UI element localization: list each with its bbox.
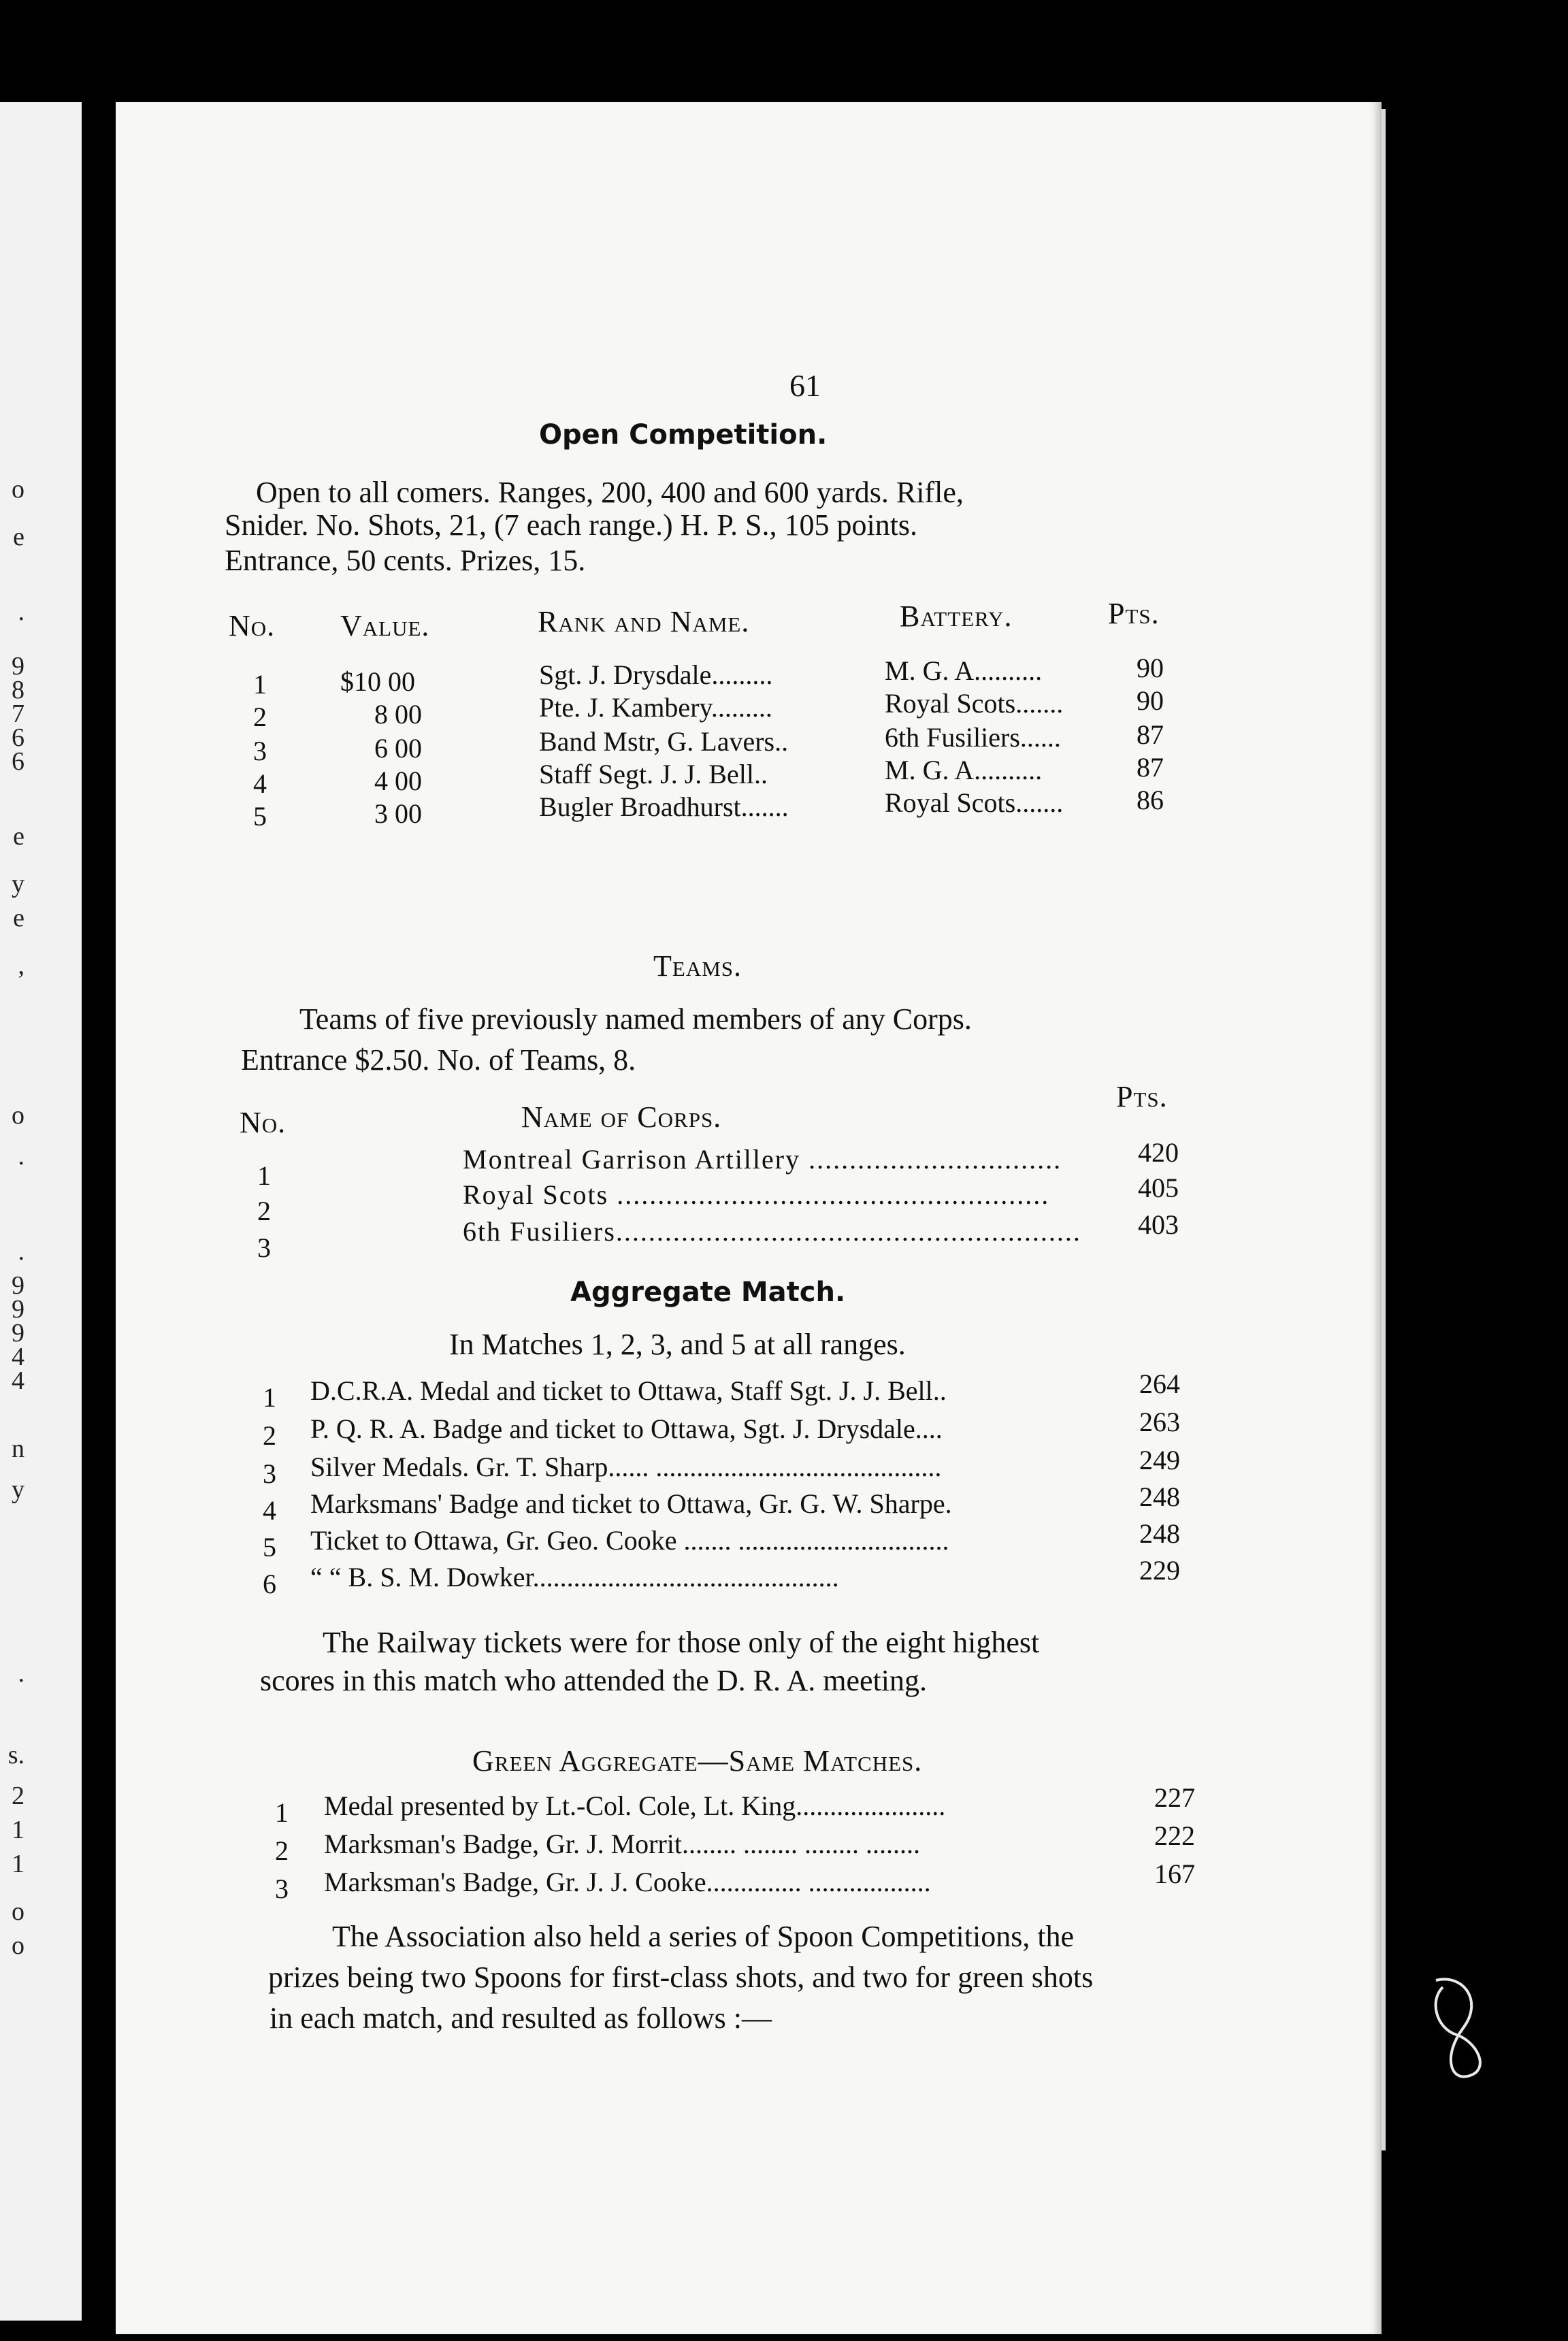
adjacent-page-glyph: s. <box>7 1741 24 1769</box>
col-pts: Pts. <box>1116 1080 1168 1113</box>
row-battery: 6th Fusiliers...... <box>885 722 1061 753</box>
row-pts: 87 <box>1137 719 1164 750</box>
adjacent-page-glyph: 7 <box>12 700 24 728</box>
adjacent-page-glyph: 6 <box>12 747 24 776</box>
col-no: No. <box>229 609 276 642</box>
green-row-text: Marksman's Badge, Gr. J. Morrit........ ........ ........ ........ <box>324 1829 921 1859</box>
agg-row-pts: 248 <box>1139 1481 1180 1512</box>
document-page <box>116 102 1382 2334</box>
col-battery: Battery. <box>900 600 1013 633</box>
green-row-no: 3 <box>275 1873 289 1904</box>
agg-row-pts: 229 <box>1139 1555 1180 1586</box>
adjacent-page-glyph: o <box>12 1897 24 1926</box>
row-battery: Royal Scots....... <box>885 787 1064 818</box>
agg-row-no: 5 <box>263 1532 276 1562</box>
open-paragraph-line: Open to all comers. Ranges, 200, 400 and 600 yards. Rifle, <box>256 476 964 509</box>
agg-row-no: 6 <box>263 1569 276 1599</box>
adjacent-page-glyph: 9 <box>12 1295 24 1324</box>
adjacent-page-glyph: o <box>12 475 24 504</box>
teams-paragraph-line: Entrance $2.50. No. of Teams, 8. <box>241 1043 636 1077</box>
team-row-no: 2 <box>257 1196 271 1226</box>
teams-heading: Teams. <box>653 949 742 983</box>
agg-row-pts: 249 <box>1139 1445 1180 1475</box>
adjacent-page-glyph: 8 <box>12 676 24 704</box>
team-row-pts: 403 <box>1138 1209 1179 1240</box>
closing-paragraph-line: prizes being two Spoons for first-class shots, and two for green shots <box>268 1961 1094 1994</box>
agg-row-pts: 248 <box>1139 1518 1180 1549</box>
agg-row-text: Silver Medals. Gr. T. Sharp...... .......................................... <box>310 1452 942 1482</box>
row-name: Pte. J. Kambery......... <box>539 692 772 723</box>
adjacent-page-glyph: e <box>13 822 24 851</box>
adjacent-page-glyph: . <box>18 1659 24 1688</box>
adjacent-page-glyph: 1 <box>12 1850 24 1878</box>
adjacent-page-glyph: 6 <box>12 723 24 752</box>
row-value: 8 00 <box>374 699 422 730</box>
team-row-no: 3 <box>257 1232 271 1263</box>
adjacent-page-glyph: e <box>13 523 24 551</box>
agg-row-no: 3 <box>263 1458 276 1489</box>
agg-row-text: D.C.R.A. Medal and ticket to Ottawa, Staff Sgt. J. J. Bell.. <box>310 1375 947 1406</box>
row-pts: 90 <box>1137 653 1164 683</box>
adjacent-page-glyph: o <box>12 1931 24 1960</box>
row-pts: 87 <box>1137 752 1164 783</box>
agg-row-no: 2 <box>263 1420 276 1451</box>
row-no: 3 <box>253 736 267 766</box>
open-paragraph-line: Snider. No. Shots, 21, (7 each range.) H. P. S., 105 points. <box>225 508 918 542</box>
adjacent-page-glyph: . <box>18 597 24 626</box>
adjacent-page-glyph: n <box>12 1435 24 1463</box>
col-no: No. <box>240 1106 287 1139</box>
col-name-of-corps: Name of Corps. <box>521 1100 722 1134</box>
row-value: $10 00 <box>340 666 415 697</box>
agg-row-text: Marksmans' Badge and ticket to Ottawa, Gr. G. W. Sharpe. <box>310 1488 952 1519</box>
adjacent-page-glyph: e <box>13 904 24 932</box>
team-row-pts: 405 <box>1138 1173 1179 1203</box>
handwritten-mark <box>1422 1974 1497 2089</box>
row-value: 4 00 <box>374 766 422 796</box>
row-pts: 90 <box>1137 685 1164 716</box>
row-name: Bugler Broadhurst....... <box>539 791 789 822</box>
agg-row-no: 4 <box>263 1495 276 1526</box>
adjacent-page-glyph: 4 <box>12 1343 24 1371</box>
adjacent-page-glyph: 9 <box>12 652 24 681</box>
team-row-name: Montreal Garrison Artillery ............................... <box>463 1144 1062 1175</box>
green-row-no: 1 <box>275 1797 289 1828</box>
aggregate-note-line: scores in this match who attended the D. R. A. meeting. <box>260 1664 928 1697</box>
page-number: 61 <box>789 368 821 403</box>
row-name: Band Mstr, G. Lavers.. <box>539 726 789 757</box>
adjacent-page-glyph: 9 <box>12 1271 24 1300</box>
row-battery: M. G. A.......... <box>885 755 1043 785</box>
agg-row-text: P. Q. R. A. Badge and ticket to Ottawa, Sgt. J. Drysdale.... <box>310 1413 943 1444</box>
team-row-no: 1 <box>257 1160 271 1191</box>
green-row-text: Marksman's Badge, Gr. J. J. Cooke.............. .................. <box>324 1867 931 1897</box>
adjacent-page-glyph: y <box>12 1475 24 1504</box>
adjacent-page-glyph: y <box>12 870 24 898</box>
green-row-pts: 167 <box>1154 1859 1195 1889</box>
closing-paragraph-line: The Association also held a series of Spoon Competitions, the <box>332 1920 1075 1953</box>
row-value: 3 00 <box>374 798 422 829</box>
row-value: 6 00 <box>374 733 422 764</box>
adjacent-page-edge <box>0 102 82 2321</box>
adjacent-page-glyph: . <box>18 1142 24 1170</box>
aggregate-subheading: In Matches 1, 2, 3, and 5 at all ranges. <box>449 1328 906 1361</box>
aggregate-heading: Aggregate Match. <box>570 1277 846 1308</box>
adjacent-page-glyph: , <box>18 951 24 980</box>
open-competition-heading: Open Competition. <box>539 419 828 451</box>
green-aggregate-heading: Green Aggregate—Same Matches. <box>472 1744 923 1778</box>
closing-paragraph-line: in each match, and resulted as follows :— <box>270 2001 772 2035</box>
team-row-name: Royal Scots ..................................................... <box>463 1179 1050 1210</box>
adjacent-page-glyph: 1 <box>12 1816 24 1844</box>
row-no: 4 <box>253 768 267 799</box>
adjacent-page-glyph: o <box>12 1101 24 1130</box>
agg-row-pts: 264 <box>1139 1369 1180 1399</box>
green-row-text: Medal presented by Lt.-Col. Cole, Lt. King...................... <box>324 1790 946 1821</box>
green-row-pts: 222 <box>1154 1820 1195 1851</box>
col-rank-name: Rank and Name. <box>538 605 750 638</box>
adjacent-page-glyph: 4 <box>12 1366 24 1395</box>
agg-row-pts: 263 <box>1139 1407 1180 1437</box>
team-row-name: 6th Fusiliers......................................................... <box>463 1216 1081 1247</box>
row-no: 2 <box>253 702 267 732</box>
row-battery: Royal Scots....... <box>885 688 1064 719</box>
agg-row-no: 1 <box>263 1382 276 1413</box>
adjacent-page-glyph: . <box>18 1237 24 1266</box>
teams-paragraph-line: Teams of five previously named members of any Corps. <box>299 1002 972 1036</box>
row-name: Staff Segt. J. J. Bell.. <box>539 759 768 789</box>
aggregate-note-line: The Railway tickets were for those only of the eight highest <box>323 1626 1040 1659</box>
open-paragraph-line: Entrance, 50 cents. Prizes, 15. <box>225 544 586 577</box>
row-pts: 86 <box>1137 785 1164 815</box>
row-name: Sgt. J. Drysdale......... <box>539 659 773 690</box>
green-row-pts: 227 <box>1154 1782 1195 1813</box>
row-no: 5 <box>253 801 267 832</box>
row-no: 1 <box>253 669 267 700</box>
col-pts: Pts. <box>1108 597 1160 630</box>
agg-row-text: Ticket to Ottawa, Gr. Geo. Cooke ....... ............................... <box>310 1525 949 1556</box>
agg-row-text: “ “ B. S. M. Dowker............................................. <box>310 1562 839 1592</box>
col-value: Value. <box>340 609 430 642</box>
adjacent-page-glyph: 2 <box>12 1782 24 1810</box>
row-battery: M. G. A.......... <box>885 655 1043 686</box>
green-row-no: 2 <box>275 1835 289 1866</box>
adjacent-page-glyph: 9 <box>12 1319 24 1347</box>
team-row-pts: 420 <box>1138 1137 1179 1168</box>
